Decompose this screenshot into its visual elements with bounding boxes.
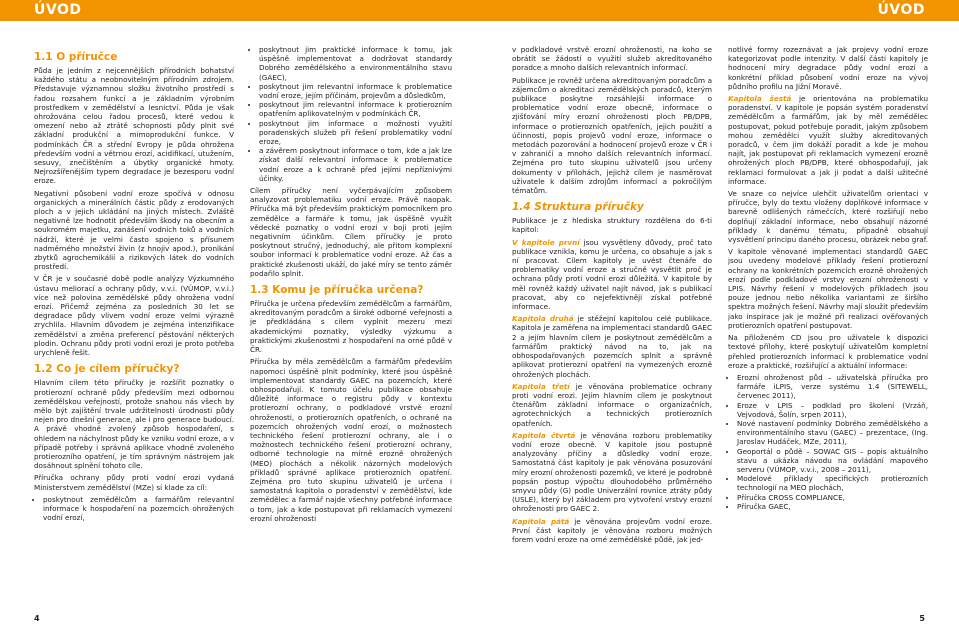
list-item: • poskytnout zemědělcům a farmářům relevantní informace k hospodaření na pozemcích ohrožených vodní erozí, [43,495,234,523]
page-number-right: 5 [919,614,925,623]
list-item: • Eroze v LPIS – podklad pro školení (Vrzáň, Vejvodová, Šolín, srpen 2011), [737,401,928,419]
paragraph [728,94,928,186]
column-1 [34,45,234,525]
paragraph: Půda je jedním z nejcennějších přírodních bohatství každého státu a neobnovitelným přírodním zdrojem. Představuje významnou složku životního prostředí s řadou rozsahem funkcí a je základním výrobním prostředkem v zemědělství a lesnictví. Půda je však ohrožována celou řadou procesů, které vedou k omezení nebo až ztrátě schopnosti půdy plnit své základní produkční a mimoprodukční funkce. V podmínkách ČR a střední Evropy je půda ohrožena především vodní a větrnou erozí, acidifikací, utužením, sesuvy, znečištěním a úbytky organické hmoty. Nejrozšířenějším typem degradace je bezesporu vodní eroze. [34,66,234,186]
chapter-label: Kapitola šestá [728,94,792,104]
list-item: • Nové nastavení podmínky Dobrého zemědělského a environmentálního stavu (GAEC) – prezentace, (Ing. Jaroslav Hudáček, MZe, 2011), [737,419,928,447]
paragraph: V kapitole věnované implementaci standardů GAEC jsou uvedeny modelové příklady řešení protierozní ochrany na konkrétních pozemcích erozně ohrožených erozí podle podkladové vrstvy erozní ohroženosti v LPIS. Návrhy řešení v modelových příkladech jsou pouze jednou nebo několika variantami ze širšího spektra možných řešení. Návrhy mají sloužit především jako inspirace jak je možné při realizaci ověřovaných protierozních opatření postupovat. [728,247,928,330]
bullet-list [728,373,928,511]
header-bar [0,0,959,21]
list-item: • poskytnout jim relevantní informace k problematice vodní eroze, jejím příčinám, projevům a důsledkům, [259,82,452,100]
chapter-label: Kapitola druhá [512,314,574,324]
paragraph [512,382,712,428]
column-2 [250,45,452,526]
chapter-text: je věnována rozboru problematiky vodní eroze obecně. V kapitole jsou postupně analyzovány příčiny a důsledky vodní eroze. Samostatná část kapitoly je pak věnována posuzování míry erozní ohroženosti pozemků, ve které je podrobně popsán postup výpočtu dlouhodobého průměrného smyvu půdy (G) podle Univerzální rovnice ztráty půdy (USLE), který byl základem pro vytvoření vrstvy erozní ohroženosti pro GAEC 2. [512,430,713,514]
section-heading: 1.2 Co je cílem příručky? [34,363,180,376]
paragraph: Publikace je z hlediska struktury rozdělena do 6-ti kapitol: [512,216,712,235]
chapter-label: Kapitola pátá [512,516,570,526]
paragraph: Negativní působení vodní eroze spočívá v odnosu organických a minerálních částic půdy z erodovaných ploch a v jejich ukládání na jiných místech. Zvláště negativně lze hodnotit především škody na obecním a soukromém majetku, zanášení vodních toků a vodních nádrží, které je velmi často spojeno s přísunem nadměrného množství živin (z hnojiv apod.), pronikání zbytků agrochemikálií a rizikových látek do vodních prostředí. [34,188,234,272]
header-left-title: ÚVOD [34,2,82,18]
paragraph: V ČR je v současné době podle analýzy Výzkumného ústavu meliorací a ochrany půdy, v.v.i. (VÚMOP, v.v.i.) více než polovina zemědělské půdy ohrožena vodní erozí. Přičemž zejména za posledních 30 let se degradace půdy vlivem vodní eroze velmi výrazně zrychlila. Hlavním důvodem je zejména intenzifikace zemědělství a změna preferencí pěstování některých plodin. Ochranu půdy proti vodní erozi je proto potřeba urychleně řešit. [34,274,234,358]
paragraph: v podkladové vrstvě erozní ohroženosti, na koho se obrátit se žádostí o využití služeb akreditovaného poradce a mnoho dalších relevantních informací. [512,45,712,73]
paragraph: Příručka by měla zemědělcům a farmářům především napomoci úspěšně plnit podmínky, které jsou úspěšně implementovat standardy GAEC na pozemcích, které obhospodařují. K tomuto účelu publikace obsahuje důležité informace o registru půdy v kontextu protierozní ochrany, o podkladové vrstvě erozní ohroženosti, o protierozních opatřeních, o ochraně na pozemcích ohrožených vodní erozí, o možnostech technického řešení protierozní ochrany, ale i o možnostech technického řešení protierozní ochrany, odborné technologie na mírně erozně ohrožených (MEO) plochách a několik názorných modelových příkladů správné aplikace protierozních opatření. Zejména pro tuto skupinu uživatelů je určena i samostatná kapitola o poradenství v zemědělství, kde zemědělec a farmář najde všechny potřebné informace o tom, jak a kde postupovat při reklamacích vymezení erozní ohroženosti [250,357,452,523]
paragraph: Příručka ochrany půdy proti vodní erozi vydaná Ministerstvem zemědělství (MZe) si klade za cíl: [34,473,234,492]
chapter-label: Kapitola čtvrtá [512,430,576,440]
list-item: • Erozní ohroženost půd – uživatelská příručka pro farmáře iLPIS, verze systému 1.4 (SITEWELL, červenec 2011), [737,373,928,401]
paragraph: Hlavním cílem této příručky je rozšířit poznatky o protierozní ochraně půdy především mezi odbornou zemědělskou veřejností, protože snahou nás všech by mělo být zajištění trvale udržitelnosti úrodnosti půdy nejen pro dnešní generace, ale i pro generace budoucí. A právě vhodně zvolený způsob hospodaření, s ohledem na náchylnost půdy ke vzniku vodní eroze, a v případě potřeby i správná aplikace vhodně zvoleného protierozního opatření, je tím správným nástrojem jak dosáhnout splnění tohoto cíle. [34,378,234,471]
list-item: • a závěrem poskytnout informace o tom, kde a jak lze získat další relevantní informace k problematice vodní eroze a k ochraně před jejími nepříznivými účinky. [259,146,452,183]
chapter-text: je věnována problematice ochrany proti vodní erozi. Jejím hlavním cílem je poskytnout čtenářům základní informace o organizačních, agrotechnických a technických protierozních opatřeních. [512,381,712,428]
paragraph: Publikace je rovněž určena akreditovaným poradcům a zájemcům o akreditaci zemědělských poradců, kterým publikace poskytne rozsáhlejší informace o problematice vodní eroze obecně, informace o zjišťování míry erozní ohroženosti ploch PB/DPB, informace o protierozních opatřeních, jejich použití a účinnosti, popis projevů vodní eroze, informace o metodách pozorování a hodnocení projevů eroze v ČR i v zahraničí a mnoho dalších relevantních informací. Zejména pro tuto skupinu uživatelů jsou určeny dokumenty v přílohách, jejichž cílem je nasměrovat uživatele k dalším zdrojům informací a pokročilým tématům. [512,75,712,196]
header-right-title: ÚVOD [877,2,925,18]
paragraph [512,431,712,514]
list-item: • Modelové příklady specifických protierozních technologií na MEO plochách, [737,474,928,492]
section-heading: 1.1 O příručce [34,51,118,63]
paragraph [512,517,712,545]
chapter-text: je stěžejní kapitolou celé publikace. Kapitola je zaměřena na implementaci standardů GAEC 2 a jejím hlavním cílem je poskytnout zemědělcům a farmářům praktický návod na to, jak na obhospodařovaných pozemcích splnit a správně aplikovat protierozní opatření na vymezených erozně ohrožených plochách. [512,314,712,379]
section-heading: 1.4 Struktura příručky [512,201,644,214]
list-item: • Příručka GAEC, [737,502,928,511]
chapter-text: jsou vysvětleny důvody, proč tato publikace vznikla, komu je určena, co obsahuje a jak s ní pracovat. Cílem kapitoly je uvést čtenáře do problematiky vodní eroze a stručně vysvětlit proč je ochrana půdy proti vodní erozi důležitá. V kapitole by měl rovněž každý uživatel najít návod, jak s publikací pracovat, aby co nejefektivněji získal potřebné informace. [512,237,712,312]
chapter-text: je orientována na problematiku poradenství. V kapitole je popsán systém poradenství zemědělcům a farmářům, jak by měl zemědělec postupovat, pokud potřebuje poradit, jakým způsobem mohou zemědělci využít služby akreditovaných poradců, v čem jim dokáží poradit a kde je mohou najít, jak postupovat při reklamacích vymezení erozně ohrožených ploch PB/DPB, které obhospodařují, jak reklamaci formulovat a jak ji podat a další užitečné informace. [728,94,928,186]
list-item: • Geoportál o půdě – SOWAC GIS – popis aktuálního stavu a ukázka návodu na ovládání mapového serveru (VÚMOP, v.v.i., 2008 – 2011), [737,447,928,475]
list-item: • poskytnout jim relevantní informace k protierozním opatřením aplikovatelným v podmínkách ČR, [259,100,452,118]
paragraph [512,314,712,378]
paragraph: Příručka je určena především zemědělcům a farmářům, akreditovaným poradcům a široké odborné veřejnosti a je předkládána s cílem vyplnit mezeru mezi akademickými poznatky, výsledky výzkumu a praktickými zkušenostmi z hospodaření na orné půdě v ČR. [250,299,452,355]
paragraph: Cílem příručky není vyčerpávajícím způsobem analyzovat problematiku vodní eroze. Právě naopak. Příručka má být především praktickým pomocníkem pro zemědělce a farmáře k tomu, jak úspěšně využít vědecké poznatky o vodní erozi v boji proti jejím negativním účinkům. Cílem příručky je proto poskytnout stručný, jednoduchý, ale přitom komplexní soubor informací k problematice vodní eroze. Až čas a praktické zkušenosti ukáží, do jaké míry se tento záměr podařilo splnit. [250,186,452,278]
paragraph: Ve snaze co nejvíce ulehčit uživatelům orientaci v příručce, byly do textu vloženy doplňkové informace v barevně odlišených rámečcích, které rozšiřují nebo doplňují základní informace, nebo obsahují názorné příklady k danému tématu, případně obsahují vysvětlení principu daného procesu, obrázek nebo graf. [728,189,928,245]
column-3 [512,45,712,547]
chapter-label: Kapitola třetí [512,381,570,391]
chapter-label: V kapitole první [512,237,580,247]
list-item: • poskytnout jim informace o možnosti využití poradenských služeb při řešení problematiky vodní eroze, [259,119,452,147]
bullet-list [34,495,234,523]
page-number-left: 4 [34,614,40,623]
column-4 [728,45,928,514]
chapter-text: je věnována projevům vodní eroze. První část kapitoly je věnována rozboru možných forem vodní eroze na orné zemědělské půdě, jak jed- [512,516,713,544]
list-item: • poskytnout jim praktické informace k tomu, jak úspěšně implementovat a dodržovat standardy Dobrého zemědělského a environmentálního stavu (GAEC), [259,45,452,82]
paragraph: Na přiloženém CD jsou pro uživatele k dispozici textové přílohy, které poskytují uživatelům kompletní přehled protierozních informací k problematice vodní eroze a praktické, rozšiřující a aktuální informace: [728,333,928,370]
paragraph [512,238,712,312]
section-heading: 1.3 Komu je příručka určena? [250,284,424,297]
bullet-list [250,45,452,183]
paragraph: notlivé formy rozeznávat a jak projevy vodní eroze kategorizovat podle intenzity. V další části kapitoly je hodnocení míry degradace půdy vodní erozí a konkrétní příklad působení vodní eroze na vývoj půdního profilu na Jižní Moravě. [728,45,928,91]
list-item: • Příručka CROSS COMPLIANCE, [737,493,928,502]
